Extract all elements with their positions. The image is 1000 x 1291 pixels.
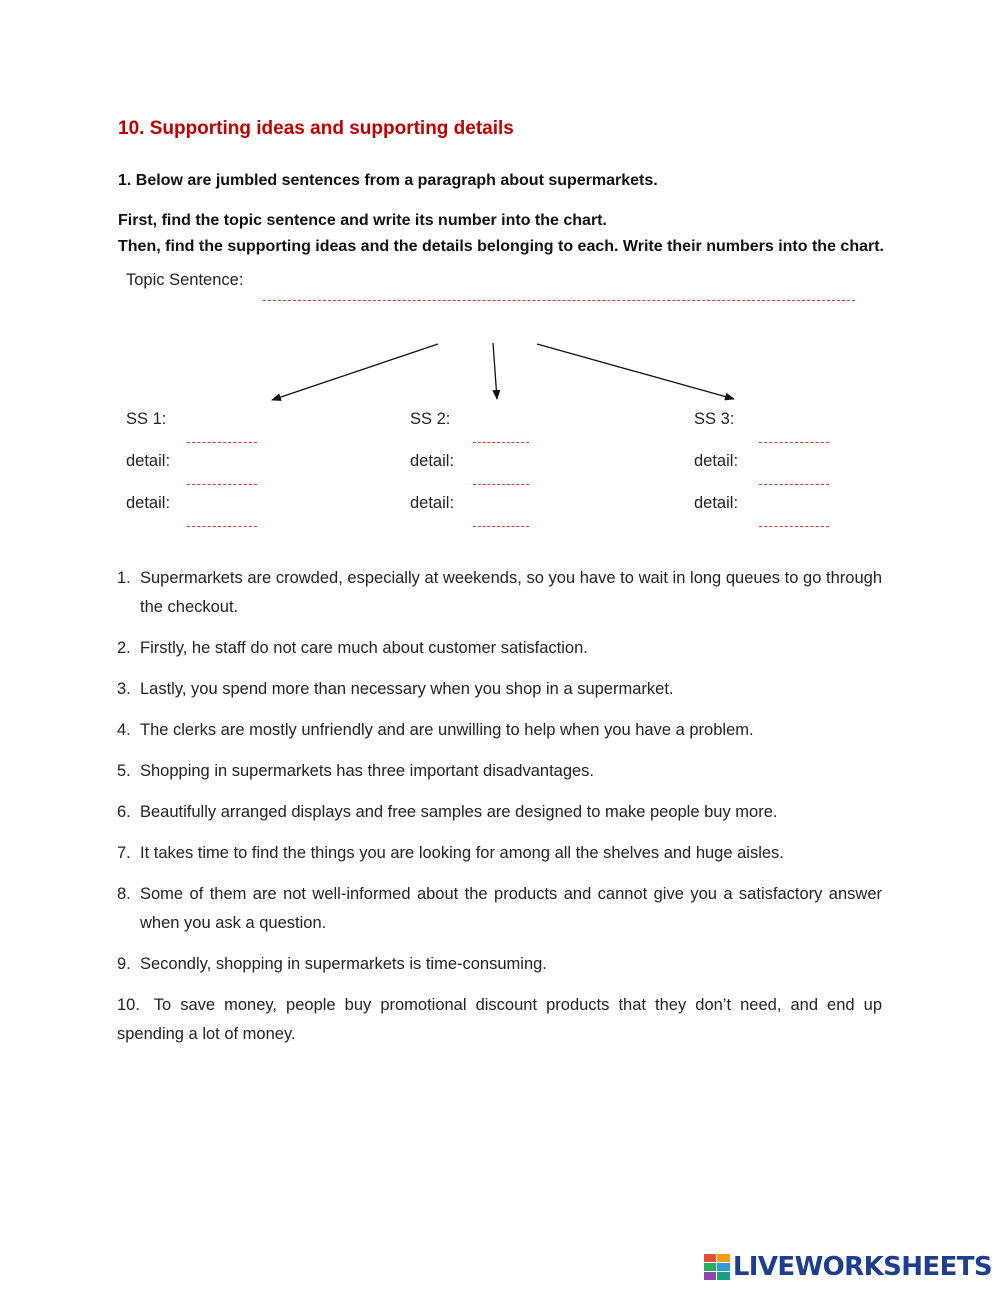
- item-number: 5.: [117, 762, 131, 780]
- item-number: 6.: [117, 803, 131, 821]
- ss2-detail2-label: detail:: [410, 494, 455, 512]
- item-number: 4.: [117, 721, 131, 739]
- item-text: Secondly, shopping in supermarkets is time-consuming.: [140, 955, 547, 973]
- logo-tile: [704, 1272, 717, 1280]
- ss3-answer-field[interactable]: [759, 428, 829, 443]
- ss1-answer-field[interactable]: [187, 428, 257, 443]
- ss1-detail1-answer-field[interactable]: [187, 470, 257, 485]
- item-number: 1.: [117, 569, 131, 587]
- instruction-line-2: Then, find the supporting ideas and the details belonging to each. Write their numbers into the chart.: [118, 238, 884, 255]
- ss3-detail1-label: detail:: [694, 452, 739, 470]
- item-number: 2.: [117, 639, 131, 657]
- list-item: [117, 716, 882, 745]
- ss2-answer-field[interactable]: [473, 428, 529, 443]
- item-text: Lastly, you spend more than necessary when you shop in a supermarket.: [140, 680, 674, 698]
- item-text: Some of them are not well-informed about the products and cannot give you a satisfactory answer when you ask a question.: [140, 885, 882, 932]
- item-text: The clerks are mostly unfriendly and are unwilling to help when you have a problem.: [140, 721, 754, 739]
- list-item: [117, 634, 882, 663]
- arrow-to-ss1: [272, 344, 438, 400]
- ss2-detail1-label: detail:: [410, 452, 455, 470]
- list-item: [117, 839, 882, 868]
- ss3-detail2-answer-field[interactable]: [759, 512, 829, 527]
- ss1-detail2-label: detail:: [126, 494, 171, 512]
- sentence-list: [117, 564, 882, 1061]
- item-text: Supermarkets are crowded, especially at weekends, so you have to wait in long queues to go through the checkout.: [140, 569, 882, 616]
- ss3-detail2-label: detail:: [694, 494, 739, 512]
- item-text: To save money, people buy promotional discount products that they don’t need, and end up spending a lot of money.: [117, 996, 882, 1043]
- list-item: [117, 991, 882, 1049]
- item-text: Firstly, he staff do not care much about customer satisfaction.: [140, 639, 588, 657]
- list-item: [117, 880, 882, 938]
- liveworksheets-brand: [704, 1252, 992, 1282]
- logo-tile: [717, 1272, 730, 1280]
- topic-sentence-label: Topic Sentence:: [126, 271, 244, 289]
- ss2-label: SS 2:: [410, 410, 451, 428]
- item-text: It takes time to find the things you are looking for among all the shelves and huge aisles.: [140, 844, 784, 862]
- ss1-detail1-label: detail:: [126, 452, 171, 470]
- item-number: 7.: [117, 844, 131, 862]
- brand-logo-icon: [704, 1254, 730, 1280]
- question-heading: 1. Below are jumbled sentences from a paragraph about supermarkets.: [118, 172, 658, 189]
- ss3-detail1-answer-field[interactable]: [759, 470, 829, 485]
- ss2-detail2-answer-field[interactable]: [473, 512, 529, 527]
- logo-tile: [717, 1263, 730, 1271]
- list-item: [117, 564, 882, 622]
- worksheet-title: 10. Supporting ideas and supporting details: [118, 118, 514, 139]
- ss2-detail1-answer-field[interactable]: [473, 470, 529, 485]
- chart-arrows: [0, 0, 1000, 420]
- item-number: 3.: [117, 680, 131, 698]
- item-number: 9.: [117, 955, 131, 973]
- item-text: Shopping in supermarkets has three important disadvantages.: [140, 762, 595, 780]
- list-item: [117, 675, 882, 704]
- logo-tile: [704, 1263, 717, 1271]
- list-item: [117, 950, 882, 979]
- list-item: [117, 798, 882, 827]
- item-number: 8.: [117, 885, 131, 903]
- ss3-label: SS 3:: [694, 410, 735, 428]
- instruction-line-1: First, find the topic sentence and write its number into the chart.: [118, 212, 607, 229]
- logo-tile: [717, 1254, 730, 1262]
- arrow-to-ss3: [537, 344, 734, 399]
- item-text: Beautifully arranged displays and free samples are designed to make people buy more.: [140, 803, 778, 821]
- item-number: 10.: [117, 996, 140, 1014]
- ss1-label: SS 1:: [126, 410, 167, 428]
- logo-tile: [704, 1254, 717, 1262]
- brand-name: LIVEWORKSHEETS: [732, 1252, 992, 1282]
- list-item: [117, 757, 882, 786]
- arrow-to-ss2: [493, 343, 497, 399]
- ss1-detail2-answer-field[interactable]: [187, 512, 257, 527]
